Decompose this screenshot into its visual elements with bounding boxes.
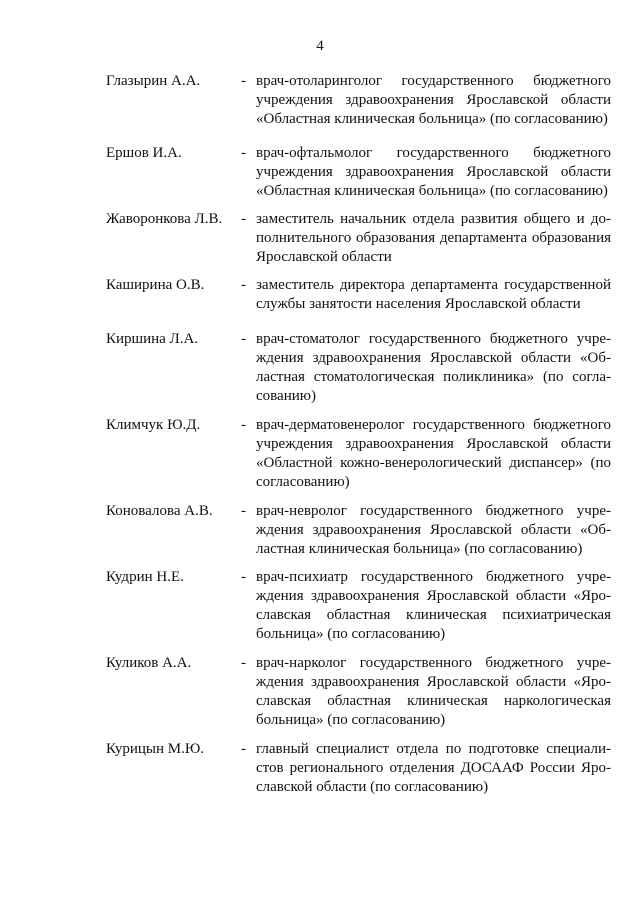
description-line: славской области (по согласованию) xyxy=(256,779,489,795)
description-line: больница» (по согласованию) xyxy=(256,626,446,642)
description-line: ластная стоматологическая поликлиника» (по согла- xyxy=(256,369,611,385)
dash-separator: - xyxy=(241,211,246,227)
member-position-description xyxy=(256,210,611,267)
description-line: больница» (по согласованию) xyxy=(256,712,446,728)
description-line: согласованию) xyxy=(256,474,350,490)
description-line: заместитель начальник отдела развития общего и до- xyxy=(256,211,611,227)
dash-separator: - xyxy=(241,277,246,293)
description-line: ластная клиническая больница» (по согласованию) xyxy=(256,541,583,557)
dash-separator: - xyxy=(241,417,246,433)
description-line: «Областная клиническая больница» (по согласованию) xyxy=(256,183,608,199)
member-position-description xyxy=(256,276,611,314)
description-line: врач-дерматовенеролог государственного бюджетного xyxy=(256,417,611,433)
description-line: врач-стоматолог государственного бюджетного учре- xyxy=(256,331,611,347)
member-position-description xyxy=(256,502,611,559)
description-line: «Областная клиническая больница» (по согласованию) xyxy=(256,111,608,127)
description-line: ждения здравоохранения Ярославской области «Об- xyxy=(256,522,611,538)
description-line: главный специалист отдела по подготовке специали- xyxy=(256,741,611,757)
dash-separator: - xyxy=(241,331,246,347)
dash-separator: - xyxy=(241,741,246,757)
dash-separator: - xyxy=(241,145,246,161)
member-name: Куликов А.А. xyxy=(106,655,192,671)
member-position-description xyxy=(256,568,611,644)
description-line: ждения здравоохранения Ярославской области «Яро- xyxy=(256,674,611,690)
member-name: Кудрин Н.Е. xyxy=(106,569,184,585)
description-line: «Областной кожно-венерологический диспансер» (по xyxy=(256,455,611,471)
description-line: учреждения здравоохранения Ярославской области xyxy=(256,92,611,108)
member-name: Каширина О.В. xyxy=(106,277,205,293)
member-name: Курицын М.Ю. xyxy=(106,741,205,757)
dash-separator: - xyxy=(241,569,246,585)
member-position-description xyxy=(256,740,611,797)
member-position-description xyxy=(256,330,611,406)
description-line: славская областная клиническая психиатрическая xyxy=(256,607,611,623)
description-line: ждения здравоохранения Ярославской области «Об- xyxy=(256,350,611,366)
description-line: врач-офтальмолог государственного бюджетного xyxy=(256,145,611,161)
description-line: врач-психиатр государственного бюджетного учре- xyxy=(256,569,611,585)
member-name: Жаворонкова Л.В. xyxy=(106,211,223,227)
description-line: учреждения здравоохранения Ярославской области xyxy=(256,436,611,452)
description-line: славская областная клиническая наркологическая xyxy=(256,693,611,709)
description-line: ждения здравоохранения Ярославской области «Яро- xyxy=(256,588,611,604)
member-name: Коновалова А.В. xyxy=(106,503,213,519)
description-line: Ярославской области xyxy=(256,249,392,265)
member-position-description xyxy=(256,72,611,129)
description-line: врач-невролог государственного бюджетного учре- xyxy=(256,503,611,519)
member-name: Ершов И.А. xyxy=(106,145,182,161)
description-line: врач-нарколог государственного бюджетного учре- xyxy=(256,655,611,671)
description-line: стов регионального отделения ДОСААФ России Яро- xyxy=(256,760,611,776)
description-line: учреждения здравоохранения Ярославской области xyxy=(256,164,611,180)
member-name: Киршина Л.А. xyxy=(106,331,199,347)
dash-separator: - xyxy=(241,655,246,671)
member-name: Климчук Ю.Д. xyxy=(106,417,201,433)
dash-separator: - xyxy=(241,73,246,89)
description-line: службы занятости населения Ярославской области xyxy=(256,296,581,312)
page-number: 4 xyxy=(316,38,324,54)
description-line: заместитель директора департамента государственной xyxy=(256,277,611,293)
member-position-description xyxy=(256,654,611,730)
member-name: Глазырин А.А. xyxy=(106,73,201,89)
description-line: врач-отоларинголог государственного бюджетного xyxy=(256,73,611,89)
description-line: полнительного образования департамента образования xyxy=(256,230,611,246)
member-position-description xyxy=(256,144,611,201)
description-line: сованию) xyxy=(256,388,316,404)
dash-separator: - xyxy=(241,503,246,519)
member-position-description xyxy=(256,416,611,492)
